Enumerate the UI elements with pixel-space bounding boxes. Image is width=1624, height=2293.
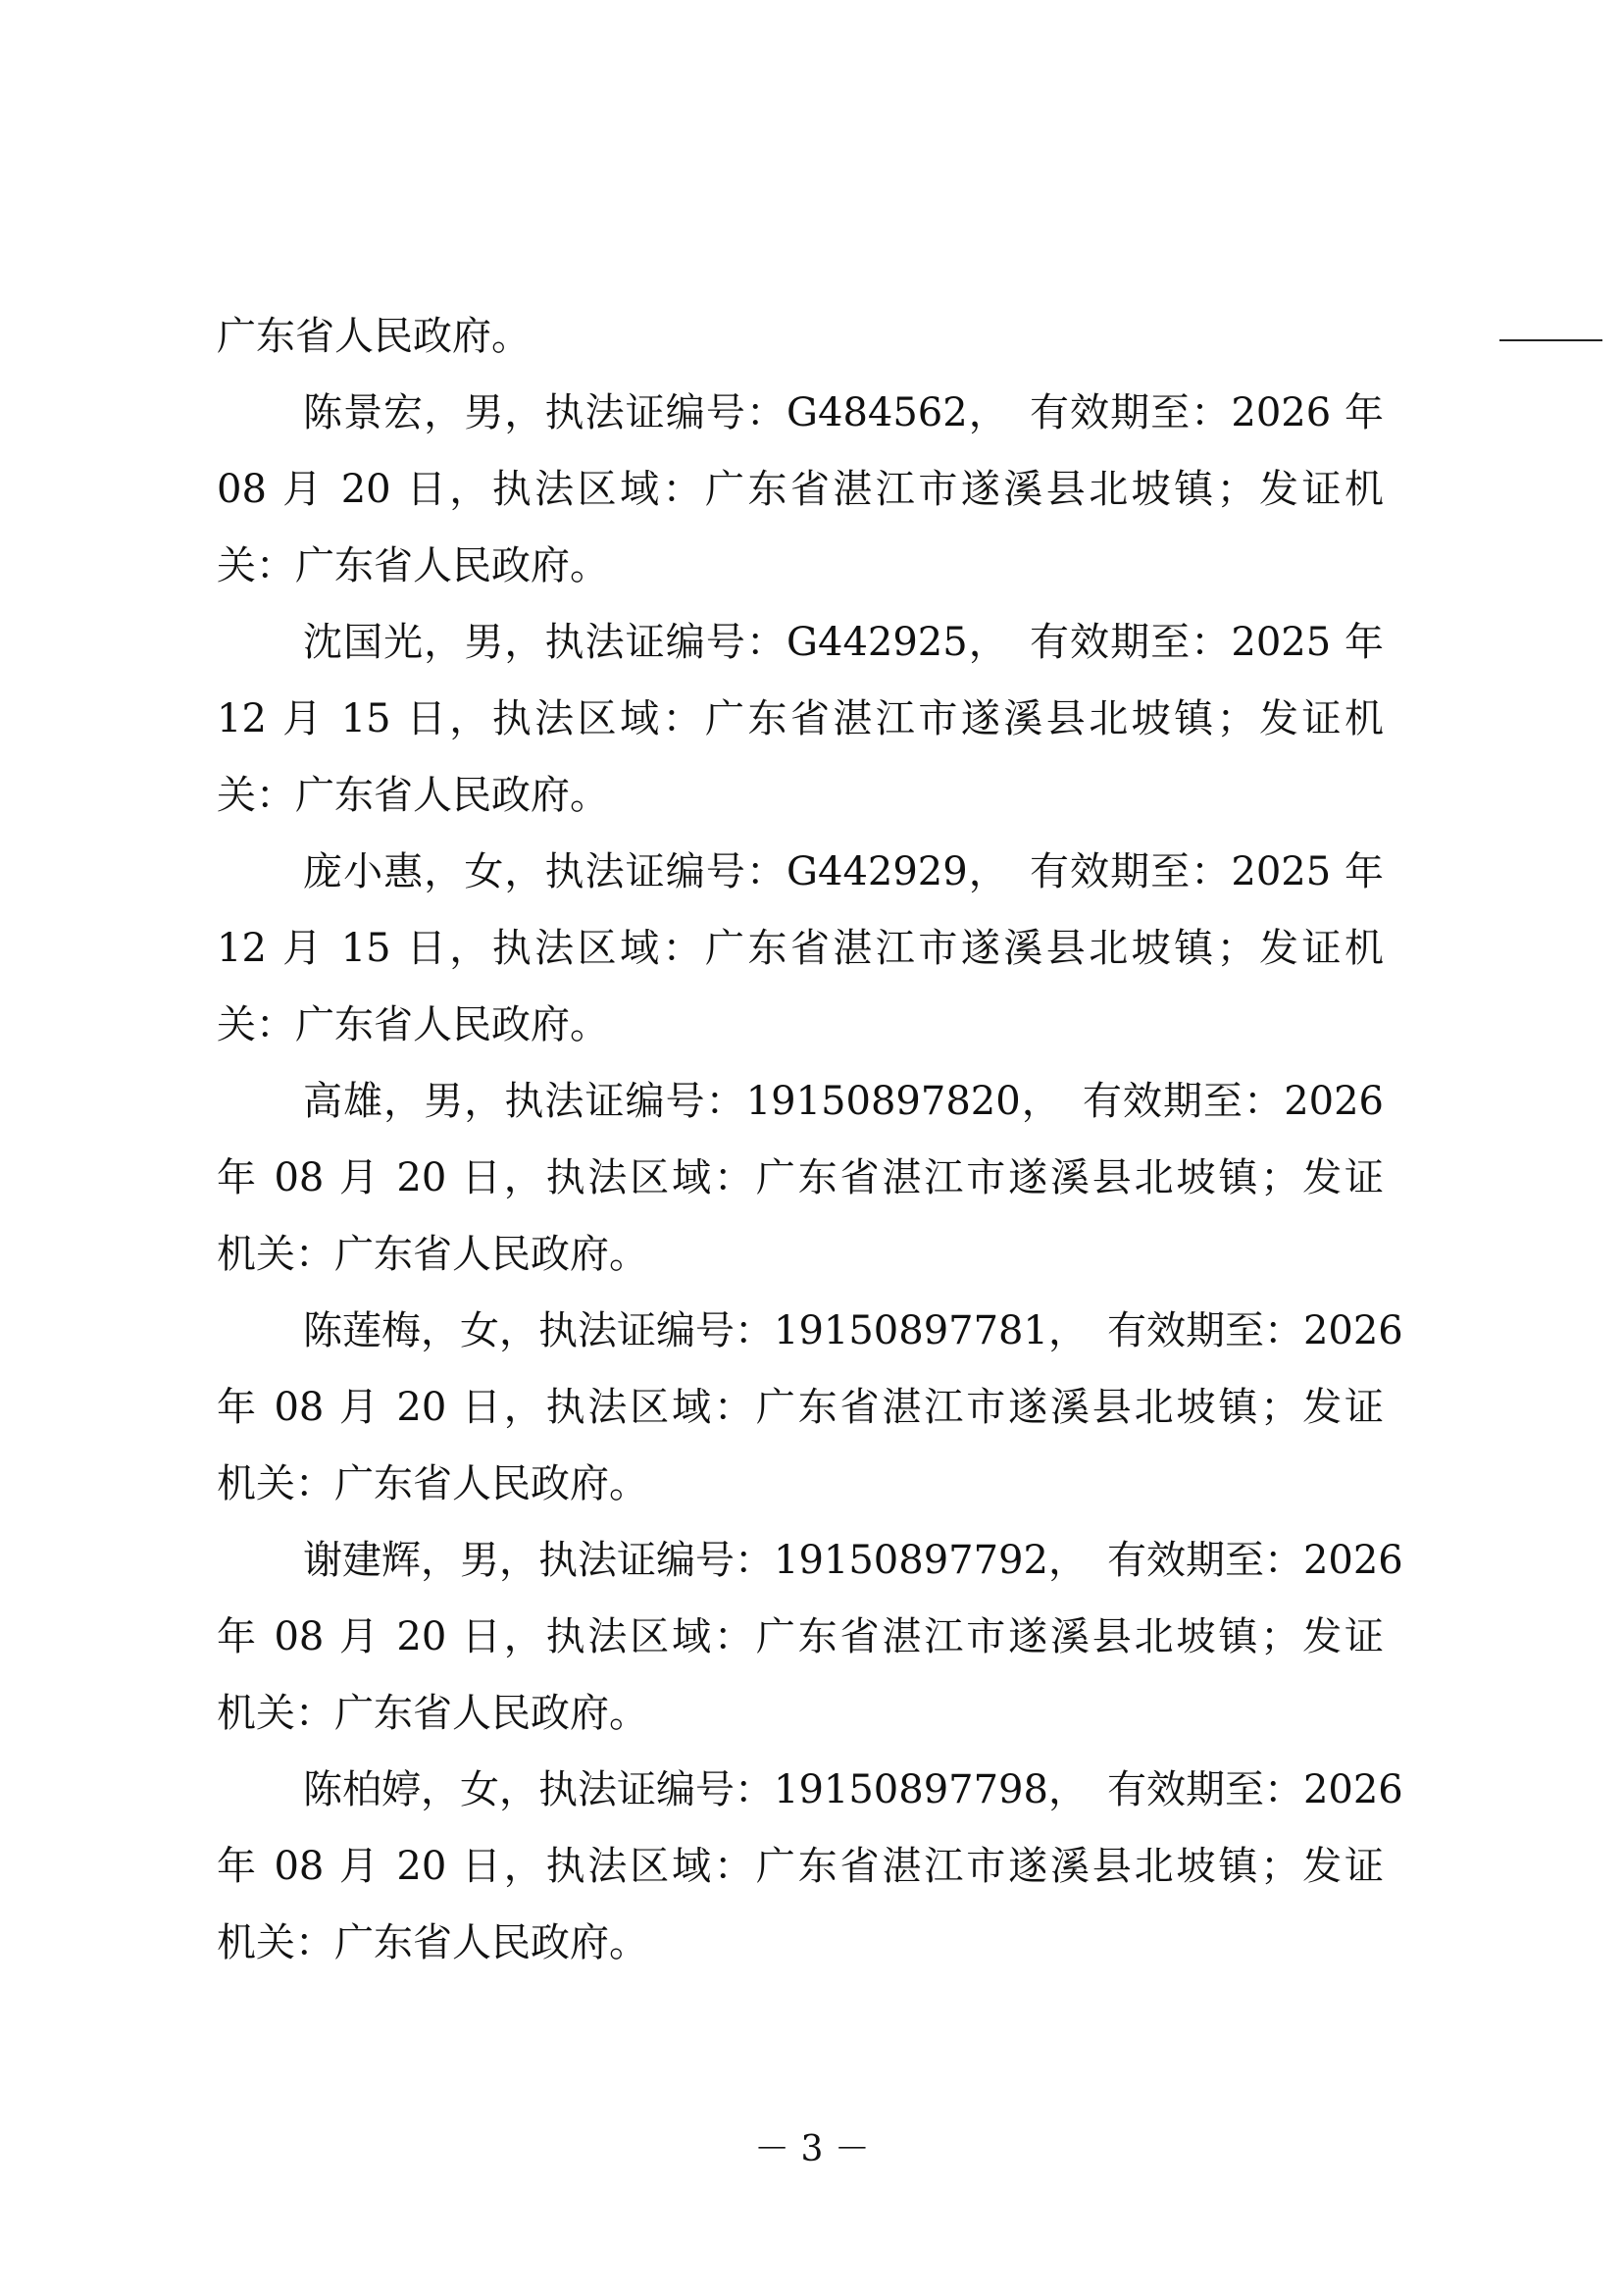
text-line: 机关：广东省人民政府。 [217,1691,648,1736]
text-line: 广东省人民政府。 [217,314,531,359]
text-line: 关：广东省人民政府。 [217,773,609,818]
text-line: 高雄，男，执法证编号：19150897820， 有效期至：2026 [303,1079,1384,1124]
text-line: 12 月 15 日，执法区域：广东省湛江市遂溪县北坡镇；发证机 [217,926,1384,971]
text-line: 陈柏婷，女，执法证编号：19150897798， 有效期至：2026 [303,1767,1403,1812]
document-body [217,298,1403,1981]
text-line: 机关：广东省人民政府。 [217,1232,648,1277]
text-line: 关：广东省人民政府。 [217,543,609,588]
scan-mark [1499,339,1602,341]
text-line: 12 月 15 日，执法区域：广东省湛江市遂溪县北坡镇；发证机 [217,696,1384,741]
page-number: － 3 － [754,2129,870,2169]
text-line: 谢建辉，男，执法证编号：19150897792， 有效期至：2026 [303,1538,1403,1583]
text-line: 机关：广东省人民政府。 [217,1461,648,1506]
text-line: 年 08 月 20 日，执法区域：广东省湛江市遂溪县北坡镇；发证 [217,1844,1384,1889]
text-line: 庞小惠，女，执法证编号：G442929， 有效期至：2025 年 [303,849,1384,894]
text-line: 机关：广东省人民政府。 [217,1920,648,1965]
text-line: 年 08 月 20 日，执法区域：广东省湛江市遂溪县北坡镇；发证 [217,1155,1384,1200]
text-line: 08 月 20 日，执法区域：广东省湛江市遂溪县北坡镇；发证机 [217,467,1384,512]
text-line: 关：广东省人民政府。 [217,1002,609,1047]
text-line: 年 08 月 20 日，执法区域：广东省湛江市遂溪县北坡镇；发证 [217,1614,1384,1659]
text-line: 沈国光，男，执法证编号：G442925， 有效期至：2025 年 [303,620,1384,665]
text-line: 陈莲梅，女，执法证编号：19150897781， 有效期至：2026 [303,1308,1403,1353]
text-line: 陈景宏，男，执法证编号：G484562， 有效期至：2026 年 [303,390,1384,435]
text-line: 年 08 月 20 日，执法区域：广东省湛江市遂溪县北坡镇；发证 [217,1385,1384,1430]
